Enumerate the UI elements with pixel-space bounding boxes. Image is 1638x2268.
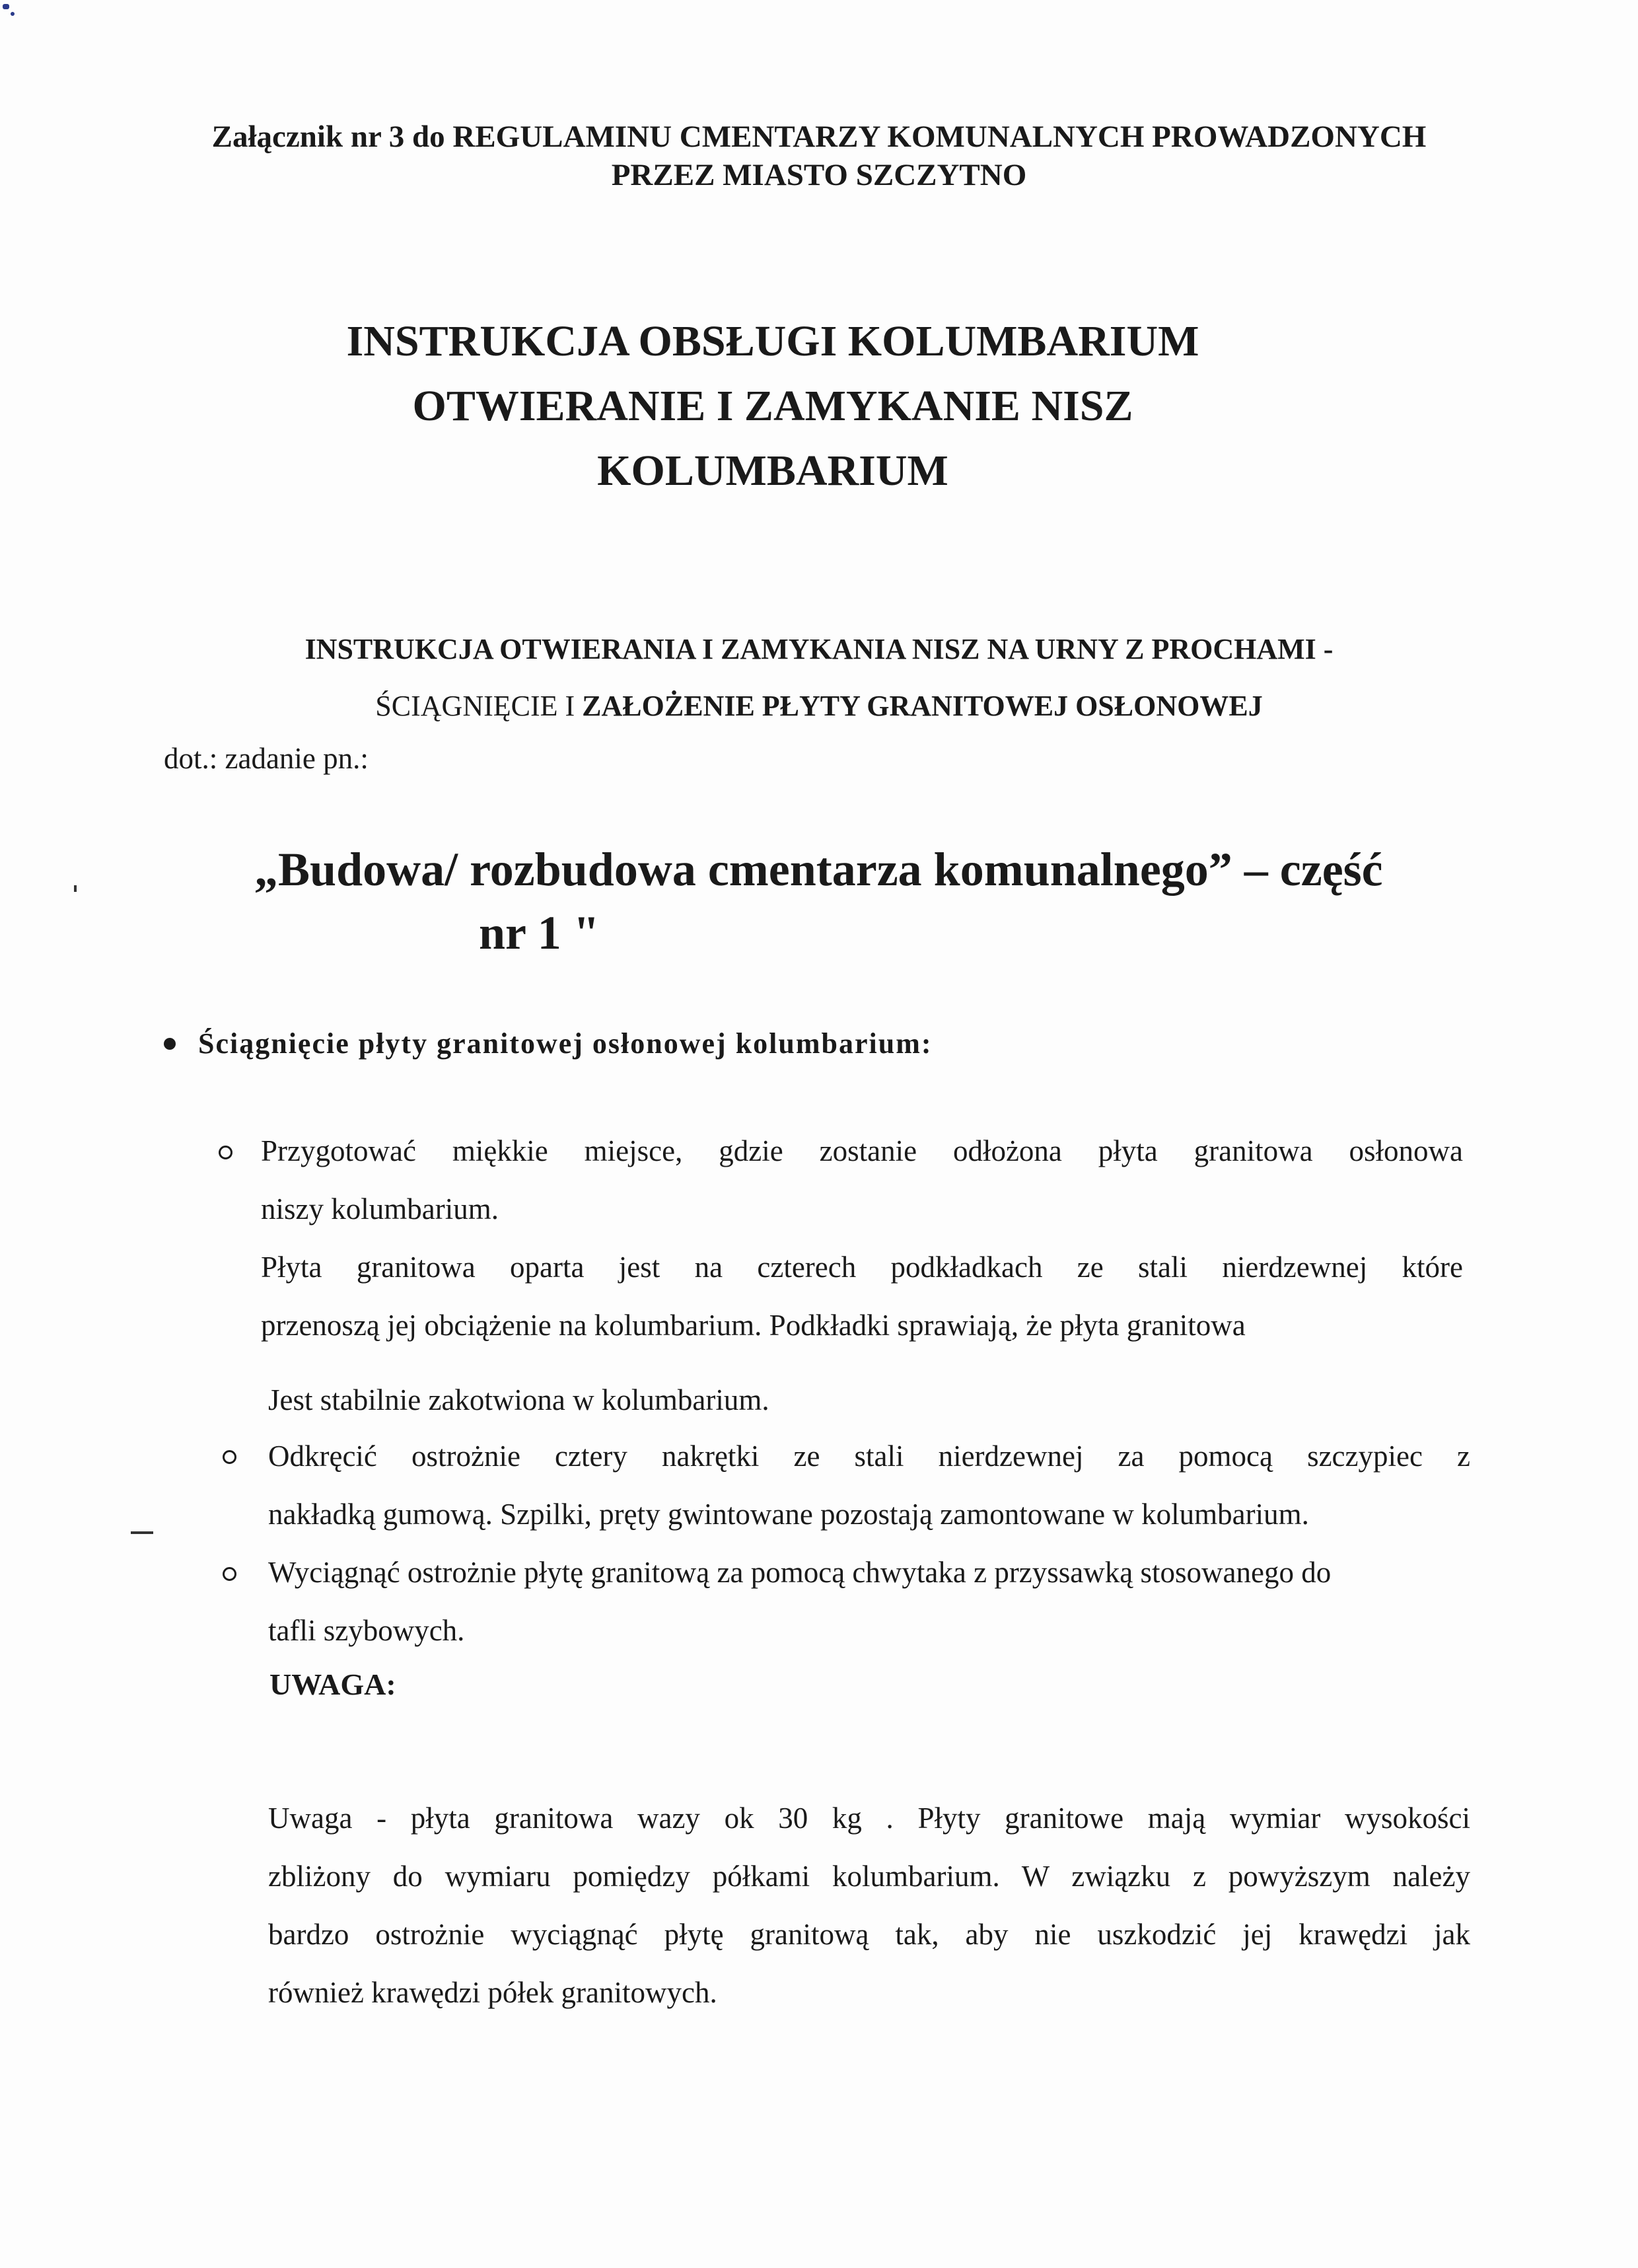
step-2-line-2: nakładką gumową. Szpilki, pręty gwintowane pozostają zamontowane w kolumbarium. (268, 1498, 1309, 1531)
warning-line-4: również krawędzi półek granitowych. (268, 1976, 717, 2009)
sub-title-line-2-bold: ZAŁOŻENIE PŁYTY GRANITOWEJ OSŁONOWEJ (582, 690, 1263, 722)
step-1-line-1: Przygotować miękkie miejsce, gdzie zostanie odłożona płyta granitowa osłonowa (261, 1134, 1463, 1167)
sub-title-line-1 (106, 621, 1532, 678)
step-1-line-4: przenoszą jej obciążenie na kolumbarium. Podkładki sprawiają, że płyta granitowa (261, 1309, 1246, 1342)
bullet-dot-icon (164, 1038, 176, 1050)
sub-title (106, 621, 1532, 735)
list-circle-icon (223, 1450, 236, 1464)
task-name-line-2: nr 1 " (479, 906, 600, 959)
warning-label: UWAGA: (269, 1667, 396, 1701)
section-heading (164, 1024, 933, 1064)
task-label: dot.: zadanie pn.: (164, 742, 369, 775)
sub-title-line-2 (106, 678, 1532, 735)
scan-speck (131, 1531, 153, 1534)
main-title (0, 309, 1546, 503)
step-2-line-1: Odkręcić ostrożnie cztery nakrętki ze stali nierdzewnej za pomocą szczypiec z (268, 1440, 1470, 1473)
annex-line-1: Załącznik nr 3 do REGULAMINU CMENTARZY KOMUNALNYCH PROWADZONYCH (211, 120, 1427, 154)
step-1-continuation (268, 1371, 1470, 1429)
main-title-line-3: KOLUMBARIUM (597, 447, 948, 495)
step-3-line-2: tafli szybowych. (268, 1614, 465, 1647)
warning-text (268, 1789, 1470, 2022)
warning-line-1: Uwaga - płyta granitowa wazy ok 30 kg . Płyty granitowe mają wymiar wysokości (268, 1802, 1470, 1835)
scan-speck (74, 885, 77, 892)
main-title-line-1: INSTRUKCJA OBSŁUGI KOLUMBARIUM (346, 317, 1199, 365)
main-title-line-2: OTWIERANIE I ZAMYKANIE NISZ (412, 382, 1133, 430)
step-2 (268, 1427, 1470, 1543)
task-name (254, 838, 1383, 965)
warning-line-3: bardzo ostrożnie wyciągnąć płytę granitową tak, aby nie uszkodzić jej krawędzi jak (268, 1918, 1470, 1951)
step-1-line-5: Jest stabilnie zakotwiona w kolumbarium. (268, 1383, 769, 1416)
step-3-line-1: Wyciągnąć ostrożnie płytę granitową za pomocą chwytaka z przyssawką stosowanego do (268, 1556, 1332, 1589)
sub-title-line-1-text: INSTRUKCJA OTWIERANIA I ZAMYKANIA NISZ NA URNY Z PROCHAMI - (304, 633, 1334, 665)
task-name-line-1: „Budowa/ rozbudowa cmentarza komunalnego” – część (254, 843, 1383, 896)
annex-header (0, 118, 1638, 194)
step-1 (261, 1122, 1463, 1354)
scan-speck (11, 12, 15, 16)
list-circle-icon (223, 1567, 236, 1581)
section-heading-text: Ściągnięcie płyty granitowej osłonowej kolumbarium: (198, 1027, 933, 1060)
scan-speck (3, 4, 9, 9)
sub-title-line-2-plain: ŚCIĄGNIĘCIE I (375, 690, 583, 722)
warning-line-2: zbliżony do wymiaru pomiędzy półkami kolumbarium. W związku z powyższym należy (268, 1860, 1470, 1893)
list-circle-icon (219, 1146, 232, 1159)
step-3 (268, 1543, 1470, 1660)
step-1-line-3: Płyta granitowa oparta jest na czterech podkładkach ze stali nierdzewnej które (261, 1251, 1463, 1284)
step-1-line-2: niszy kolumbarium. (261, 1192, 499, 1225)
annex-line-2: PRZEZ MIASTO SZCZYTNO (611, 158, 1027, 192)
